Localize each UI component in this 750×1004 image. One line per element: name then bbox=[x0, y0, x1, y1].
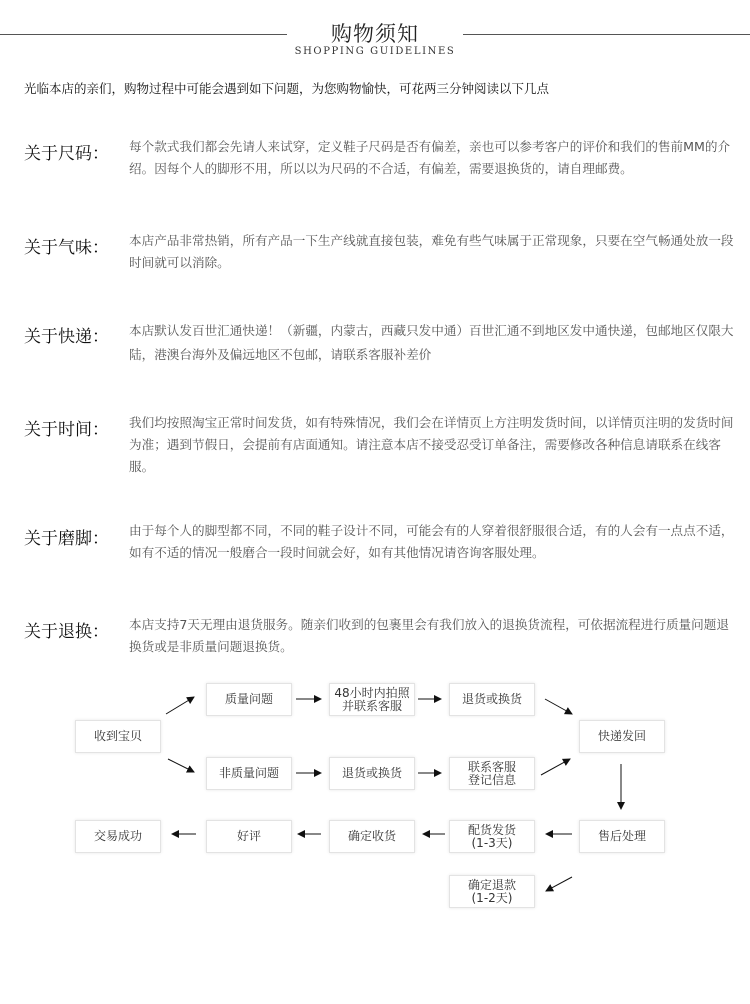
section-smell-title: 关于气味： bbox=[24, 238, 109, 258]
flow-ship: 配货发货 (1-3天) bbox=[449, 820, 535, 853]
flow-receive: 收到宝贝 bbox=[75, 720, 161, 753]
arrow-return-express bbox=[545, 699, 572, 714]
flow-return-1: 退货或换货 bbox=[449, 683, 535, 716]
section-chafe-title: 关于磨脚： bbox=[24, 529, 109, 549]
section-time-title: 关于时间： bbox=[24, 420, 109, 440]
flow-success: 交易成功 bbox=[75, 820, 161, 853]
page-subtitle: SHOPPING GUIDELINES bbox=[294, 46, 456, 57]
flow-contact: 联系客服 登记信息 bbox=[449, 757, 535, 790]
flow-photo: 48小时内拍照 并联系客服 bbox=[329, 683, 415, 716]
arrow-aftersale-refund bbox=[546, 877, 572, 891]
section-chafe-body: 由于每个人的脚型都不同，不同的鞋子设计不同，可能会有的人穿着很舒服很合适，有的人会有一点点不适，如有不适的情况一般磨合一段时间就会好，如有其他情况请咨询客服处理。 bbox=[129, 523, 734, 560]
section-size-body: 每个款式我们都会先请人来试穿，定义鞋子尺码是否有偏差，亲也可以参考客户的评价和我们的售前MM的介绍。因每个人的脚形不用，所以以为尺码的不合适，有偏差，需要退换货的，请自理邮费。 bbox=[129, 139, 731, 176]
flow-aftersale: 售后处理 bbox=[579, 820, 665, 853]
flow-express: 快递发回 bbox=[579, 720, 665, 753]
flow-review: 好评 bbox=[206, 820, 292, 853]
arrow-contact-express bbox=[541, 759, 570, 775]
flow-refund: 确定退款 (1-2天) bbox=[449, 875, 535, 908]
intro-text: 光临本店的亲们，购物过程中可能会遇到如下问题，为您购物愉快，可花两三分钟阅读以下几点 bbox=[24, 81, 550, 96]
flow-return-2: 退货或换货 bbox=[329, 757, 415, 790]
flow-confirm-receipt: 确定收货 bbox=[329, 820, 415, 853]
flow-quality: 质量问题 bbox=[206, 683, 292, 716]
section-return-title: 关于退换： bbox=[24, 622, 109, 642]
section-express-title: 关于快递： bbox=[24, 327, 109, 347]
section-smell-body: 本店产品非常热销，所有产品一下生产线就直接包装，难免有些气味属于正常现象，只要在空气畅通处放一段时间就可以消除。 bbox=[129, 233, 734, 270]
arrow-receive-nonquality bbox=[168, 759, 194, 772]
page-title: 购物须知 bbox=[331, 22, 419, 46]
section-time-body: 我们均按照淘宝正常时间发货，如有特殊情况，我们会在详情页上方注明发货时间，以详情页注明的发货时间为准；遇到节假日，会提前有店面通知。请注意本店不接受忍受订单备注，需要修改各种信息请联系在线客服。 bbox=[129, 415, 734, 474]
section-size-title: 关于尺码： bbox=[24, 144, 109, 164]
flow-nonquality: 非质量问题 bbox=[206, 757, 292, 790]
section-return-body: 本店支持7天无理由退货服务。随亲们收到的包裹里会有我们放入的退换货流程，可依据流程进行质量问题退换货或是非质量问题退换货。 bbox=[129, 617, 729, 654]
arrow-receive-quality bbox=[166, 697, 194, 714]
section-express-body: 本店默认发百世汇通快递！（新疆，内蒙古，西藏只发中通）百世汇通不到地区发中通快递，包邮地区仅限大陆，港澳台海外及偏远地区不包邮，请联系客服补差价 bbox=[129, 323, 734, 362]
